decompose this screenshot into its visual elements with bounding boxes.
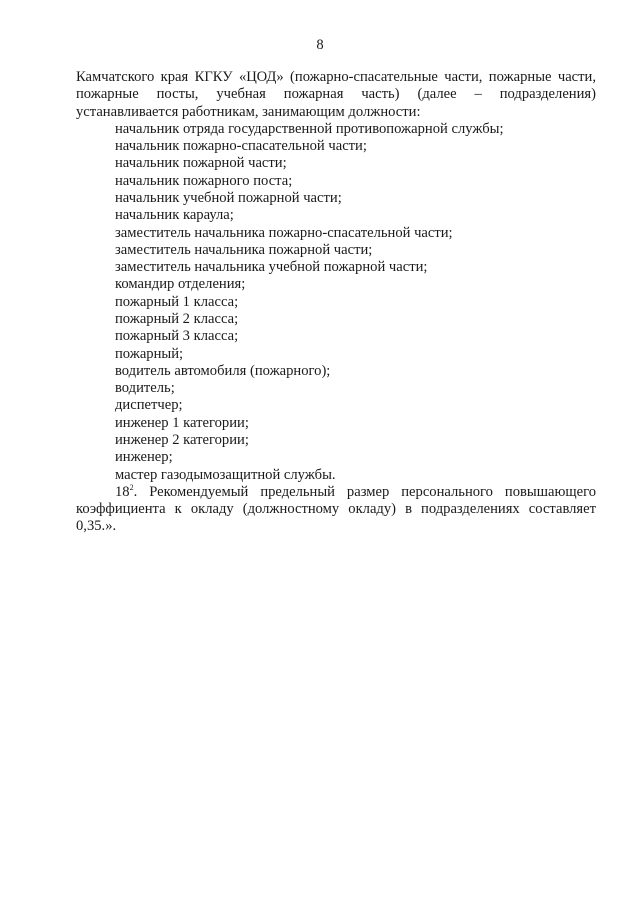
position-item: водитель автомобиля (пожарного); xyxy=(115,362,331,379)
position-item: инженер 1 категории; xyxy=(115,414,249,431)
intro-line-3: устанавливается работникам, занимающим должности: xyxy=(76,103,421,120)
position-item: пожарный; xyxy=(115,345,184,362)
clause-line-2: коэффициента к окладу (должностному окладу) в подразделениях составляет xyxy=(76,501,596,518)
position-item: начальник отряда государственной противопожарной службы; xyxy=(115,120,504,137)
positions-list xyxy=(76,121,596,484)
intro-line-2: пожарные посты, учебная пожарная часть) (далее – подразделения) xyxy=(76,86,596,103)
position-item: начальник караула; xyxy=(115,207,234,224)
position-item: заместитель начальника пожарной части; xyxy=(115,241,373,258)
page-number: 8 xyxy=(316,37,324,53)
clause-number: 18 xyxy=(115,483,130,500)
clause-superscript: 2 xyxy=(129,482,134,492)
position-item: мастер газодымозащитной службы. xyxy=(115,466,336,483)
clause-line-1 xyxy=(76,484,596,501)
position-item: пожарный 2 класса; xyxy=(115,310,239,327)
position-item: заместитель начальника учебной пожарной части; xyxy=(115,259,428,276)
position-item: начальник пожарного поста; xyxy=(115,172,293,189)
intro-line-1: Камчатского края КГКУ «ЦОД» (пожарно-спасательные части, пожарные части, xyxy=(76,69,596,85)
position-item: командир отделения; xyxy=(115,276,246,293)
clause-paragraph xyxy=(76,484,596,536)
position-item: начальник учебной пожарной части; xyxy=(115,190,342,207)
position-item: инженер; xyxy=(115,449,173,466)
position-item: пожарный 3 класса; xyxy=(115,328,239,345)
position-item: начальник пожарной части; xyxy=(115,155,287,172)
clause-line-1-text: . Рекомендуемый предельный размер персонального повышающего xyxy=(133,483,596,500)
clause-line-3: 0,35.». xyxy=(76,518,117,535)
position-item: диспетчер; xyxy=(115,397,183,414)
position-item: начальник пожарно-спасательной части; xyxy=(115,138,367,155)
intro-paragraph xyxy=(76,69,596,121)
position-item: пожарный 1 класса; xyxy=(115,293,239,310)
position-item: водитель; xyxy=(115,380,175,397)
position-item: инженер 2 категории; xyxy=(115,431,249,448)
document-body xyxy=(76,69,596,536)
position-item: заместитель начальника пожарно-спасательной части; xyxy=(115,224,453,241)
